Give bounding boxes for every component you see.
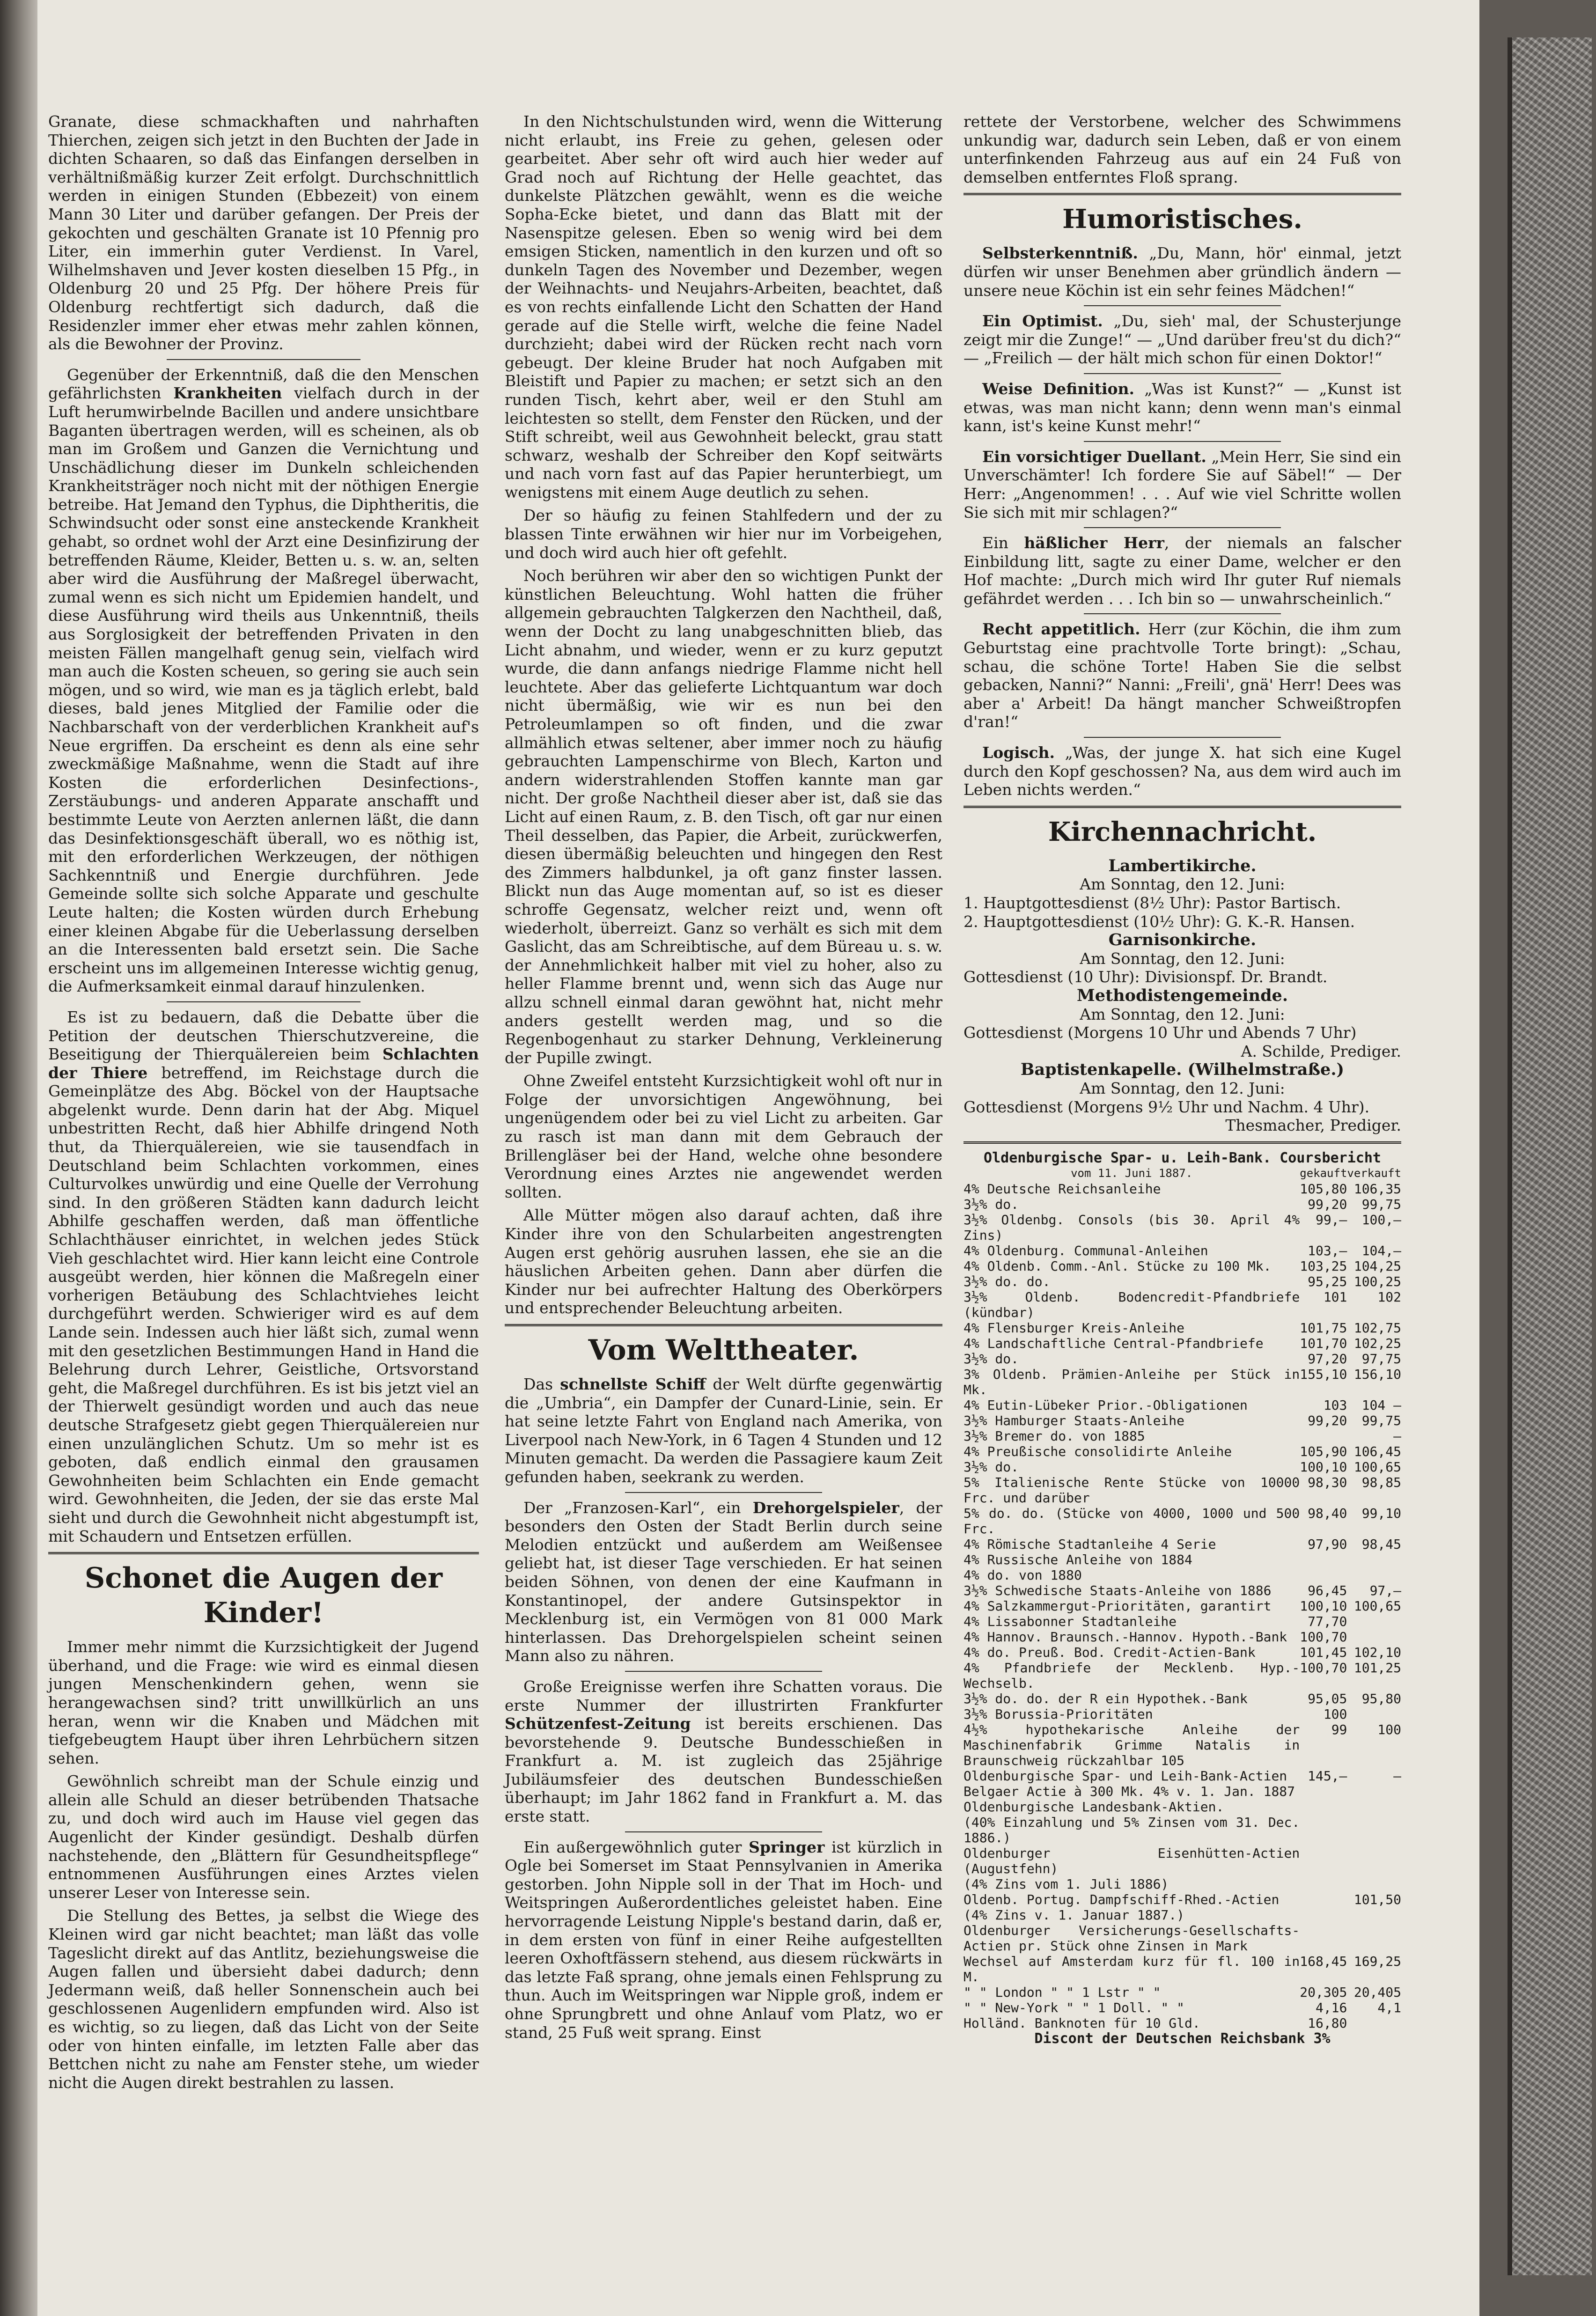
book-edge-left [0, 0, 37, 2316]
stock-row [963, 1784, 1401, 1799]
price-verkauft: 97,75 [1361, 1351, 1401, 1367]
divider [625, 1831, 822, 1832]
stock-name: 4% Russische Anleihe von 1884 [963, 1551, 1192, 1567]
price-gekauft: 99 [1331, 1721, 1347, 1737]
text: „Was, der junge X. hat sich eine Kugel durch den Kopf geschossen? Na, aus dem wird auch im Leben nichts werden.“ [963, 743, 1401, 799]
column-right [963, 112, 1401, 2046]
book-spine [1479, 0, 1596, 2316]
price-gekauft: 100 [1323, 1706, 1347, 1722]
stock-row [963, 1537, 1401, 1552]
price-gekauft: 103,25 [1300, 1258, 1347, 1274]
divider [963, 1141, 1401, 1144]
stock-name: (4% Zins vom 1. Juli 1886) [963, 1876, 1169, 1892]
service-date: Am Sonntag, den 12. Juni: [1080, 875, 1285, 894]
text: „Du, Mann, hör' einmal, jetzt dürfen wir unser Benehmen aber gründlich ändern — unsere neue Köchin ist ein sehr feines Mädchen!“ [963, 244, 1401, 300]
stock-row [963, 1258, 1401, 1274]
price-gekauft [1300, 1907, 1347, 1923]
service-line: Gottesdienst (10 Uhr): Divisionspf. Dr. Brandt. [963, 968, 1328, 986]
price-gekauft: 101,70 [1300, 1335, 1347, 1351]
paragraph: Alle Mütter mögen also darauf achten, daß ihre Kinder ihre von den Schularbeiten angestrengten Augen erst gehörig ausruhen lassen, ehe sie an die häuslichen Arbeiten gehen. Dann aber dürfen die Kinder nur bei aufrechter Haltung des Oberkörpers und entsprechender Beleuchtung arbeiten. [505, 1206, 942, 1317]
stock-name: Belgaer Actie à 300 Mk. 4% v. 1. Jan. 1887 [963, 1783, 1295, 1799]
price-verkauft [1347, 1923, 1401, 1954]
divider [48, 1552, 479, 1554]
joke [963, 448, 1401, 522]
price-verkauft: 100,— [1361, 1212, 1401, 1228]
stock-name: 4% Römische Stadtanleihe 4 Serie [963, 1536, 1216, 1552]
price-verkauft [1347, 1614, 1401, 1629]
text: der Welt dürfte gegenwärtig die „Umbria“, ein Dampfer der Cunard-Linie, sein. Er hat seine letzte Fahrt von England nach Amerika, von Liverpool nach New-York, in 6 Tagen 4 Stunden und 12 Minuten gemacht. Da werden die Passagiere kaum Zeit gefunden haben, seekrank zu werden. [505, 1375, 942, 1486]
article-granate: Granate, diese schmackhaften und nahrhaften Thierchen, zeigen sich jetzt in den Buchten der Jade in dichten Schaaren, so daß das Einfangen derselben in verhältnißmäßig kurzer Zeit erfolgt. Durchschnittlich werden in einigen Stunden (Ebbezeit) von einem Mann 30 Liter und darüber gefangen. Der Preis der gekochten und geschälten Granate ist 10 Pfennig pro Liter, ein immerhin guter Verdienst. In Varel, Wilhelmshaven und Jever kosten dieselben 15 Pfg., in Oldenburg 20 und 25 Pfg. Der höhere Preis für Oldenburg rechtfertigt sich dadurch, daß die Residenzler immer eher etwas mehr zahlen können, als die Bewohner der Provinz. [48, 112, 479, 353]
stock-row [963, 1336, 1401, 1351]
stock-name: 4½% hypothekarische Anleihe der Maschinenfabrik Grimme Natalis in Braunschweig rückzahlbar 105 [963, 1721, 1300, 1768]
stock-report-title: Oldenburgische Spar- u. Leih-Bank. Coursbericht [984, 1149, 1381, 1166]
service-line: 1. Hauptgottesdienst (8½ Uhr): Pastor Bartisch. [963, 894, 1341, 912]
stock-name: Oldenburger Versicherungs-Gesellschafts-Actien pr. Stück ohne Zinsen in Mark [963, 1922, 1300, 1954]
service-line: 2. Hauptgottesdienst (10½ Uhr): G. K.-R. Hansen. [963, 912, 1355, 931]
stock-name: 4% Oldenburg. Communal-Anleihen [963, 1243, 1208, 1258]
price-gekauft [1300, 1892, 1347, 1907]
price-verkauft: 102 [1377, 1289, 1401, 1305]
price-gekauft: 16,80 [1308, 2015, 1347, 2031]
price-gekauft: 103,— [1308, 1243, 1347, 1258]
price-verkauft: 104,25 [1353, 1258, 1401, 1274]
price-gekauft [1300, 1845, 1347, 1876]
price-gekauft: 99,20 [1308, 1196, 1347, 1212]
price-gekauft: 77,70 [1308, 1613, 1347, 1629]
stock-row [963, 1413, 1401, 1428]
price-verkauft: 100,65 [1353, 1459, 1401, 1475]
stock-row [963, 1475, 1401, 1506]
stock-row [963, 1660, 1401, 1691]
text: , der niemals an falscher Einbildung litt, sagte zu einer Dame, welcher er den Hof machte: „Durch mich wird Ihr guter Ruf niemals gefährdet werden . . . Ich bin so — unwahrscheinlich.“ [963, 534, 1401, 608]
text: Es ist zu bedauern, daß die Debatte über die Petition der deutschen Thierschutzvereine, die Beseitigung der Thierquälereien beim [48, 1007, 479, 1064]
price-verkauft: 100,65 [1353, 1598, 1401, 1614]
price-gekauft: 95,25 [1308, 1273, 1347, 1289]
price-gekauft: 145,— [1308, 1768, 1347, 1784]
price-verkauft: 98,45 [1361, 1536, 1401, 1552]
divider [625, 1671, 822, 1672]
joke-title: häßlicher Herr [1024, 534, 1164, 552]
stock-row [963, 1351, 1401, 1367]
text: , der besonders den Osten der Stadt Berlin durch seine Melodien entzückt und außerdem am Weißensee geliebt hat, ist dieser Tage verschieden. Er hat seinen beiden Söhnen, von denen der eine Kaufmann in Konstantinopel, der andere Gutsinspektor in Mecklenburg ist, ein Vermögen von 81 000 Mark hinterlassen. Das Drehorgelspielen scheint seinen Mann also zu nähren. [505, 1498, 942, 1665]
price-verkauft: 97,— [1369, 1582, 1401, 1598]
text: Gegenüber der Erkenntniß, daß die den Menschen gefährlichsten [48, 365, 479, 403]
price-gekauft: 98,40 [1308, 1505, 1347, 1521]
price-gekauft: 103 [1323, 1397, 1347, 1413]
price-verkauft: 156,10 [1353, 1366, 1401, 1382]
stock-name: 3½% Schwedische Staats-Anleihe von 1886 [963, 1582, 1272, 1598]
text: „Was ist Kunst?“ — „Kunst ist etwas, was man nicht kann; denn wenn man's einmal kann, ist's keine Kunst mehr!“ [963, 379, 1401, 435]
stock-row [963, 1506, 1401, 1537]
stock-row [963, 1197, 1401, 1212]
stock-name: 4% Pfandbriefe der Mecklenb. Hyp.-Wechselb. [963, 1660, 1300, 1691]
stock-name: Wechsel auf Amsterdam kurz für fl. 100 in M. [963, 1953, 1300, 1985]
price-gekauft [1300, 1428, 1347, 1444]
stock-name: 4% Oldenb. Comm.-Anl. Stücke zu 100 Mk. [963, 1258, 1272, 1274]
stock-name: 3½% do. do. der R ein Hypothek.-Bank [963, 1691, 1248, 1706]
price-gekauft: 155,10 [1300, 1366, 1347, 1382]
stock-row [963, 1907, 1401, 1923]
price-gekauft [1300, 1876, 1347, 1892]
keyword: Schlachten der Thiere [48, 1045, 479, 1082]
price-verkauft: 102,75 [1353, 1320, 1401, 1336]
divider [1084, 613, 1281, 614]
paragraph: Ohne Zweifel entsteht Kurzsichtigkeit wohl oft nur in Folge der unvorsichtigen Angewöhnung, bei ungenügendem oder bei zu viel Licht zu arbeiten. Gar zu rasch ist man dann mit dem Gebrauch der Brillengläser bei der Hand, welche ohne besondere Verordnung eines Arztes nie angewendet werden sollten. [505, 1072, 942, 1201]
price-verkauft: 99,10 [1361, 1505, 1401, 1521]
article-drehorgel [505, 1499, 942, 1665]
stock-row [963, 1397, 1401, 1413]
price-gekauft [1300, 1552, 1347, 1567]
price-verkauft: 100,25 [1353, 1273, 1401, 1289]
stock-row [963, 1367, 1401, 1397]
stock-row [963, 1614, 1401, 1629]
paragraph: Gewöhnlich schreibt man der Schule einzig und allein alle Schuld an dieser betrübenden Thatsache zu, und doch wird auch im Hause viel gegen das Augenlicht der Kinder gesündigt. Deshalb dürfen nachstehende, den „Blättern für Gesundheitspflege“ entnommenen Ausführungen eines Arztes vielen unserer Leser von Interesse sein. [48, 1772, 479, 1902]
price-verkauft [1347, 1567, 1401, 1583]
joke [963, 743, 1401, 799]
price-gekauft: 99,— [1315, 1212, 1347, 1228]
price-gekauft: 100,10 [1300, 1598, 1347, 1614]
price-verkauft [1347, 1552, 1401, 1567]
stock-row [963, 1985, 1401, 2000]
stock-name: 4% do. Preuß. Bod. Credit-Actien-Bank [963, 1644, 1256, 1660]
stock-name: 4% Hannov. Braunsch.-Hannov. Hypoth.-Bank [963, 1629, 1287, 1645]
price-gekauft [1300, 1799, 1347, 1815]
stock-name: 4% Salzkammergut-Prioritäten, garantirt [963, 1598, 1272, 1614]
paragraph: In den Nichtschulstunden wird, wenn die Witterung nicht erlaubt, ins Freie zu gehen, gelesen oder gearbeitet. Aber sehr oft wird auch hier weder auf Grad noch auf Richtung der Helle geachtet, das dunkelste Plätzchen gewählt, wenn es die weiche Sopha-Ecke bietet, und dann das Blatt mit der Nasenspitze gelesen. Eben so wenig wird bei dem emsigen Sticken, namentlich in den kurzen und oft so dunkeln Tagen des November und Dezember, wegen der Weihnachts- und Neujahrs-Arbeiten, beachtet, daß es von rechts einfallende Licht den Schatten der Hand gerade auf die Stelle wirft, welche die feine Nadel durchzieht; dabei wird der Rücken recht nach vorn gebeugt. Der kleine Bruder hat noch Aufgaben mit Bleistift und Papier zu machen; er setzt sich an den runden Tisch, kehrt aber, weil er den Stuhl am leichtesten so stellt, dem Fenster den Rücken, und der Stift schreibt, weil aus Gewohnheit beleckt, grau statt schwarz, weshalb der Schreiber den Kopf seitwärts und nach vorn fast auf das Papier herunterbiegt, um wenigstens mit einem Auge deutlich zu sehen. [505, 112, 942, 501]
price-verkauft: 102,25 [1353, 1335, 1401, 1351]
divider [963, 193, 1401, 195]
stock-date: vom 11. Juni 1887. [1071, 1166, 1193, 1180]
keyword: Schützenfest-Zeitung [505, 1714, 691, 1733]
price-verkauft [1347, 1815, 1401, 1845]
text: Ein [982, 534, 1024, 552]
stock-name: (4% Zins v. 1. Januar 1887.) [963, 1907, 1185, 1923]
church-name: Baptistenkapelle. (Wilhelmstraße.) [1020, 1060, 1345, 1080]
heading-kirchen: Kirchennachricht. [1048, 816, 1317, 847]
preacher: A. Schilde, Prediger. [1241, 1042, 1401, 1060]
price-verkauft: 104,— [1361, 1243, 1401, 1258]
price-verkauft: 102,10 [1353, 1644, 1401, 1660]
text: Große Ereignisse werfen ihre Schatten voraus. Die erste Nummer der illustrirten Frankfurter [505, 1677, 942, 1714]
price-verkauft: 20,405 [1353, 1984, 1401, 2000]
price-gekauft: 105,90 [1300, 1443, 1347, 1459]
price-gekauft [1300, 1784, 1347, 1799]
price-verkauft [1347, 1706, 1401, 1722]
stock-row [963, 1706, 1401, 1722]
stock-row [963, 2000, 1401, 2015]
price-verkauft [1347, 2015, 1401, 2031]
stock-row [963, 1691, 1401, 1706]
divider [1084, 441, 1281, 442]
article-schiff [505, 1375, 942, 1486]
service-date: Am Sonntag, den 12. Juni: [1080, 949, 1285, 968]
text: Herr (zur Köchin, die ihm zum Geburtstag eine prachtvolle Torte bringt): „Schau, schau, die schöne Torte! Haben Sie die selbst gebacken, Nanni?“ Nanni: „Freili', gnä' Herr! Dees was aber a' Arbeit! Da hängt mancher Schweißtropfen d'ran!“ [963, 620, 1402, 731]
stock-row [963, 1815, 1401, 1845]
price-verkauft [1347, 1845, 1401, 1876]
keyword: Krankheiten [173, 384, 282, 403]
joke [963, 534, 1401, 608]
text: Der „Franzosen-Karl“, ein [523, 1498, 753, 1517]
keyword: Drehorgelspieler [752, 1498, 899, 1517]
stock-row [963, 1459, 1401, 1475]
price-verkauft: 101,25 [1353, 1660, 1401, 1676]
stock-name: 3½% Borussia-Prioritäten [963, 1706, 1153, 1722]
price-verkauft: 169,25 [1353, 1953, 1401, 1969]
article-schlachten [48, 1008, 479, 1545]
price-gekauft: 100,70 [1300, 1629, 1347, 1645]
joke [963, 380, 1401, 435]
price-gekauft: 96,45 [1308, 1582, 1347, 1598]
column-middle [505, 112, 942, 2046]
column-left [48, 112, 479, 2096]
joke-title: Ein vorsichtiger Duellant. [982, 447, 1206, 466]
stock-name: 4% Landschaftliche Central-Pfandbriefe [963, 1335, 1264, 1351]
stock-row [963, 1645, 1401, 1660]
marbled-edge [1508, 37, 1592, 2275]
stock-row [963, 1598, 1401, 1614]
joke-title: Selbsterkenntniß. [982, 244, 1138, 263]
price-verkauft: 100 [1377, 1721, 1401, 1737]
col-verkauft: verkauft [1347, 1166, 1401, 1180]
stock-name: Oldenburgische Spar- und Leih-Bank-Actien [963, 1768, 1287, 1784]
price-gekauft: 100,70 [1300, 1660, 1347, 1676]
stock-name: Oldenb. Portug. Dampfschiff-Rhed.-Actien [963, 1891, 1280, 1907]
text: Ein außergewöhnlich guter [523, 1838, 749, 1856]
stock-row [963, 1892, 1401, 1907]
stock-name: 4% Lissabonner Stadtanleihe [963, 1613, 1177, 1629]
price-gekauft: 95,05 [1308, 1691, 1347, 1706]
paragraph: Die Stellung des Bettes, ja selbst die Wiege des Kleinen wird gar nicht beachtet; man läßt das volle Tageslicht direkt auf das Antlitz, beziehungsweise die Augen fallen und übersieht dabei dadurch; denn Jedermann weiß, daß heller Sonnenschein auch bei geschlossenen Augenlidern empfunden wird. Also ist es wichtig, so zu liegen, daß das Licht von der Seite oder von hinten einfalle, im letzten Falle aber das Bettchen nicht zu nahe am Fenster stehe, um wieder nicht die Augen direkt bestrahlen zu lassen. [48, 1906, 479, 2092]
stock-report [963, 1150, 1401, 2046]
price-gekauft [1300, 1567, 1347, 1583]
keyword: schnellste Schiff [560, 1375, 706, 1393]
stock-row [963, 1289, 1401, 1320]
price-gekauft [1300, 1815, 1347, 1845]
church-name: Methodistengemeinde. [1076, 985, 1288, 1005]
joke-title: Logisch. [982, 743, 1055, 762]
stock-name: 4% do. von 1880 [963, 1567, 1082, 1583]
article-schuetzenfest [505, 1677, 942, 1826]
price-verkauft: 99,75 [1361, 1412, 1401, 1428]
stock-name: (40% Einzahlung und 5% Zinsen vom 31. Dec. 1886.) [963, 1814, 1300, 1845]
price-verkauft: 95,80 [1361, 1691, 1401, 1706]
price-verkauft [1347, 1799, 1401, 1815]
stock-row [963, 1428, 1401, 1444]
price-verkauft: 104 — [1361, 1397, 1401, 1413]
stock-row [963, 1923, 1401, 1954]
paragraph: rettete der Verstorbene, welcher des Schwimmens unkundig war, dadurch sein Leben, daß er von einem unterfinkenden Fahrzeug aus auf ein 24 Fuß von demselben entferntes Floß sprang. [963, 112, 1401, 186]
heading-augen: Schonet die Augen der Kinder! [84, 1562, 443, 1630]
divider [963, 806, 1401, 808]
stock-name: 3½% do. [963, 1459, 1019, 1475]
divider [1084, 373, 1281, 374]
article-springer [505, 1838, 942, 2042]
church-name: Lambertikirche. [1108, 856, 1257, 875]
divider [625, 1492, 822, 1493]
stock-name: 3½% Oldenb. Bodencredit-Pfandbriefe (kündbar) [963, 1289, 1300, 1320]
service-date: Am Sonntag, den 12. Juni: [1080, 1079, 1285, 1097]
price-verkauft: 101,50 [1353, 1891, 1401, 1907]
stock-name: 3½% do. [963, 1351, 1019, 1367]
preacher: Thesmacher, Prediger. [1225, 1116, 1401, 1135]
stock-row [963, 1629, 1401, 1645]
joke [963, 620, 1401, 731]
stock-row [963, 1181, 1401, 1197]
price-verkauft: 99,75 [1361, 1196, 1401, 1212]
stock-name: 3½% do. [963, 1196, 1019, 1212]
stock-name: Oldenburger Eisenhütten-Actien (Augustfehn) [963, 1845, 1300, 1876]
heading-humor: Humoristisches. [1062, 204, 1302, 235]
price-verkauft: 106,45 [1353, 1443, 1401, 1459]
stock-row [963, 1243, 1401, 1258]
price-gekauft: 168,45 [1300, 1953, 1347, 1969]
divider [1084, 737, 1281, 738]
stock-row [963, 1876, 1401, 1892]
stock-row [963, 1212, 1401, 1243]
text: vielfach durch in der Luft herumwirbelnde Bacillen und andere unsichtbare Baganten übertragen werden, will es scheinen, als ob man im Großem und Ganzen die Vernichtung und Unschädlichung dieser im Dunkeln schleichenden Krankheitsträger noch nicht mit der nöthigen Energie betreibe. Hat Jemand den Typhus, die Diphtheritis, die Schwindsucht oder sonst eine ansteckende Krankheit gehabt, so ordnet wohl der Arzt eine Desinfizirung der betreffenden Räume, Kleider, Betten u. s. w. an, selten aber wird die Ausführung der Maßregel überwacht, zumal wenn es sich nicht um Epidemien handelt, und diese Ausführung wird theils aus Unkenntniß, theils aus Sorglosigkeit der betreffenden Privaten in den meisten Fällen mangelhaft genug sein, vielfach wird man auch die Kosten scheuen, so gering sie auch sein mögen, und so wird, wie man es ja täglich erlebt, bald dieses, bald jenes Mitglied der Familie oder die Nachbarschaft von der verderblichen Krankheit auf's Neue ergriffen. Da erscheint es denn als eine sehr zweckmäßige Maßnahme, wenn die Stadt auf ihre Kosten die erforderlichen Desinfections-, Zerstäubungs- und anderen Apparate anschafft und bestimmte Leute von Aerzten anlernen läßt, die dann das Desinfektionsgeschäft überall, wo es nöthig ist, mit den erforderlichen Werkzeugen, der nöthigen Sachkenntniß und Energie durchführen. Jede Gemeinde sollte sich solche Apparate und geschulte Leute halten; die Kosten würden durch Erhebung einer kleinen Abgabe für die Ueberlassung derselben an die Interessenten bald ersetzt sein. Die Sache erscheint uns im allgemeinen Interesse wichtig genug, die Aufmerksamkeit einmal darauf hinzulenken. [48, 384, 479, 996]
price-verkauft [1347, 1876, 1401, 1892]
stock-name: 4% Deutsche Reichsanleihe [963, 1181, 1161, 1197]
text: Das [523, 1375, 560, 1393]
paragraph: Immer mehr nimmt die Kurzsichtigkeit der Jugend überhand, und die Frage: wie wird es einmal diesen jungen Menschenkindern gehen, wenn sie herangewachsen sind? tritt unwillkürlich an uns heran, wenn wir die Knaben und Mädchen mit tiefgebeugtem Haupt über ihren Lehrbüchern sitzen sehen. [48, 1638, 479, 1767]
price-verkauft [1347, 1784, 1401, 1799]
church-name: Garnisonkirche. [1108, 930, 1257, 950]
text: ist bereits erschienen. Das bevorstehende 9. Deutsche Bundesschießen in Frankfurt a. M. ist zugleich das 25jährige Jubiläumsfeier des deutschen Bundesschießen überhaupt; im Jahr 1862 fand in Frankfurt a. M. das erste statt. [505, 1714, 942, 1826]
price-gekauft: 97,20 [1308, 1351, 1347, 1367]
divider [1084, 527, 1281, 528]
stock-row [963, 1552, 1401, 1567]
article-krankheiten [48, 366, 479, 996]
discount-rate: Discont der Deutschen Reichsbank 3% [1034, 2030, 1331, 2047]
price-verkauft: 98,85 [1361, 1474, 1401, 1490]
text: „Mein Herr, Sie sind ein Unverschämter! Ich fordere Sie auf Säbel!“ — Der Herr: „Angenommen! . . . Auf wie viel Schritte wollen Sie sich mit mir schlagen?“ [963, 447, 1401, 522]
price-gekauft: 105,80 [1300, 1181, 1347, 1197]
divider [1084, 305, 1281, 306]
price-gekauft: 98,30 [1308, 1474, 1347, 1490]
price-verkauft [1347, 1629, 1401, 1645]
price-verkauft [1347, 1907, 1401, 1923]
stock-name: 5% do. do. (Stücke von 4000, 1000 und 500 Frc. [963, 1505, 1300, 1537]
stock-name: 4% Eutin-Lübeker Prior.-Obligationen [963, 1397, 1248, 1413]
stock-row [963, 1722, 1401, 1768]
stock-name: 3½% Hamburger Staats-Anleihe [963, 1412, 1185, 1428]
price-verkauft: 106,35 [1353, 1181, 1401, 1197]
joke-title: Recht appetitlich. [982, 620, 1140, 639]
stock-name: " " London " " 1 Lstr " " [963, 1984, 1161, 2000]
paragraph: Noch berühren wir aber den so wichtigen Punkt der künstlichen Beleuchtung. Wohl hatten die früher allgemein gebrauchten Talgkerzen den Nachtheil, daß, wenn der Docht zu lang unabgeschnitten blieb, das Licht abnahm, und wieder, wenn er zu kurz geputzt wurde, die dann anfangs niedrige Flamme nicht hell leuchtete. Aber das gelieferte Lichtquantum war doch nicht übermäßig, wie wir es nun bei den Petroleumlampen so oft finden, und die zwar allmählich etwas seltener, aber immer noch zu häufig gebrauchten Lampenschirme von Blech, Karton und andern widerstrahlenden Stoffen kannte man gar nicht. Der große Nachtheil dieser aber ist, daß sie das Licht auf einen Raum, z. B. den Tisch, oft gar nur einen Theil desselben, das Papier, die Arbeit, zurückwerfen, diesen übermäßig beleuchten und hingegen den Rest des Zimmers halbdunkel, ja oft ganz finster lassen. Blickt nun das Auge momentan auf, so ist es dieser schroffe Gegensatz, welcher reizt und, wenn oft wiederholt, überreizt. Ganz so verhält es sich mit dem Gaslicht, das am Schreibtische, auf dem Büreau u. s. w. der Annehmlichkeit halber mit viel zu hoher, also zu heller Flamme brennt und, wenn sich das Auge nur allzu schnell einmal daran gewöhnt hat, nicht mehr anders gestellt werden mag, und so die Regenbogenhaut zu starker Dehnung, Verkleinerung der Pupille zwingt. [505, 566, 942, 1067]
stock-name: " " New-York " " 1 Doll. " " [963, 2000, 1185, 2015]
text: ist kürzlich in Ogle bei Somerset im Staat Pennsylvanien in Amerika gestorben. John Nipple soll in der That im Hoch- und Weitspringen Außerordentliches geleistet haben. Eine hervorragende Leistung Nipple's bestand darin, daß er, in dem ersten von fünf in einer Reihe aufgestellten leeren Oxhoftfässern stehend, aus diesem rückwärts in das letzte Faß sprang, ohne jemals einen Fehlsprung zu thun. Auch im Weitspringen war Nipple groß, indem er ohne Sprungbrett und ohne Anlauf vom Platz, wo er stand, 25 Fuß weit sprang. Einst [505, 1838, 942, 2042]
joke-title: Weise Definition. [982, 379, 1135, 398]
stock-row [963, 1444, 1401, 1459]
stock-name: 3½% do. do. [963, 1273, 1051, 1289]
text: betreffend, im Reichstage durch die Gemeinplätze des Abg. Böckel von der Hauptsache abgelenkt wurde. Denn darin hat der Abg. Miquel unbestritten Recht, daß hier Abhilfe dringend Noth thut, da Thierquälereien, wie sie tausendfach in Deutschland beim Schlachten vorkommen, eines Culturvolkes unwürdig und eine Quelle der Verrohung sind. In den größeren Städten kann dadurch leicht Abhilfe geschaffen werden, daß man öffentliche Schlachthäuser einrichtet, in welchen jedes Stück Vieh geschlachtet wird. Hier kann leicht eine Controle ausgeübt werden, hier können die Maßregeln einer vorherigen Betäubung des Schlachtviehes leicht durchgeführt werden. Schwieriger wird es auf dem Lande sein. Indessen auch hier läßt sich, zumal wenn mit den gesetzlichen Bestimmungen Hand in Hand die Belehrung durch Lehrer, Geistliche, Ortsvorstand geht, die Maßregel durchführen. Es ist bis jetzt viel an der Thierwelt gesündigt worden und auch das neue deutsche Strafgesetz giebt gegen Thierquälereien nur einen unzulänglichen Schutz. Um so mehr ist es geboten, daß endlich einmal den grausamen Gewohnheiten beim Schlachten ein Ende gemacht wird. Gewohnheiten, die Jeden, der sie das erste Mal sieht und durch die Gewohnheit nicht abgestumpft ist, mit Schaudern und Entsetzen erfüllen. [48, 1063, 479, 1545]
stock-row [963, 1320, 1401, 1336]
stock-name: 3% Oldenb. Prämien-Anleihe per Stück in Mk. [963, 1366, 1300, 1397]
price-gekauft [1300, 1923, 1347, 1954]
stock-name: 5% Italienische Rente Stücke von 10000 Frc. und darüber [963, 1474, 1300, 1506]
stock-row [963, 1567, 1401, 1583]
stock-row [963, 1768, 1401, 1784]
price-gekauft: 101,75 [1300, 1320, 1347, 1336]
stock-row [963, 2015, 1401, 2031]
stock-row [963, 1799, 1401, 1815]
divider [167, 1001, 360, 1002]
divider [505, 1324, 942, 1326]
price-gekauft: 100,10 [1300, 1459, 1347, 1475]
joke [963, 312, 1401, 368]
price-gekauft: 99,20 [1308, 1412, 1347, 1428]
stock-row [963, 1583, 1401, 1598]
church-notices [963, 815, 1401, 1135]
col-gekauft: gekauft [1300, 1166, 1347, 1180]
price-gekauft: 4,16 [1315, 2000, 1347, 2015]
price-gekauft: 101 [1323, 1289, 1347, 1305]
stock-row [963, 1845, 1401, 1876]
stock-row [963, 1954, 1401, 1985]
divider [167, 359, 360, 360]
service-line: Gottesdienst (Morgens 10 Uhr und Abends 7 Uhr) [963, 1023, 1357, 1042]
stock-row [963, 1274, 1401, 1289]
service-line: Gottesdienst (Morgens 9½ Uhr und Nachm. 4 Uhr). [963, 1097, 1370, 1116]
joke-title: Ein Optimist. [982, 312, 1103, 331]
heading-welttheater: Vom Welttheater. [588, 1334, 859, 1367]
price-gekauft: 20,305 [1300, 1984, 1347, 2000]
joke [963, 244, 1401, 300]
keyword: Springer [749, 1838, 825, 1856]
stock-name: Oldenburgische Landesbank-Aktien. [963, 1799, 1224, 1815]
stock-name: 4% Preußische consolidirte Anleihe [963, 1443, 1232, 1459]
stock-name: 3½% Bremer do. von 1885 [963, 1428, 1145, 1444]
price-gekauft: 97,90 [1308, 1536, 1347, 1552]
price-gekauft: 101,45 [1300, 1644, 1347, 1660]
stock-name: 3½% Oldenbg. Consols (bis 30. April 4% Zins) [963, 1212, 1300, 1243]
stock-name: 4% Flensburger Kreis-Anleihe [963, 1320, 1185, 1336]
price-verkauft: — [1393, 1428, 1401, 1444]
text: „Du, sieh' mal, der Schusterjunge zeigt mir die Zunge!“ — „Und darüber freu'st du dich?“ — „Freilich — der hält mich schon für einen Doktor!“ [963, 312, 1401, 368]
stock-table [963, 1166, 1401, 2031]
paragraph: Der so häufig zu feinen Stahlfedern und der zu blassen Tinte erwähnen wir hier nur im Vorbeigehen, und doch wird auch hier oft gefehlt. [505, 506, 942, 562]
service-date: Am Sonntag, den 12. Juni: [1080, 1005, 1285, 1023]
price-verkauft: 4,1 [1377, 2000, 1401, 2015]
price-verkauft: — [1393, 1768, 1401, 1784]
stock-name: Holländ. Banknoten für 10 Gld. [963, 2015, 1200, 2031]
stock-header-row [963, 1166, 1401, 1181]
